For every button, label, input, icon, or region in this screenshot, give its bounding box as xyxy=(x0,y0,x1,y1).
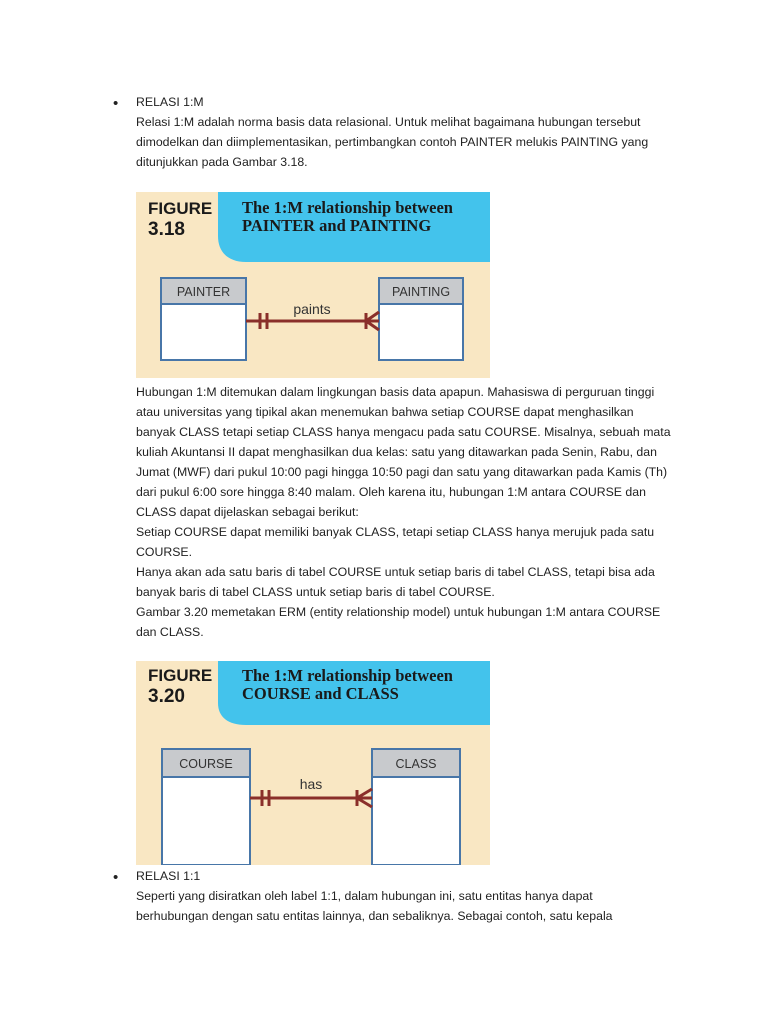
bullet-relasi-1m: • xyxy=(113,95,119,112)
entity-course xyxy=(162,749,250,865)
paragraph-line: Hubungan 1:M ditemukan dalam lingkungan basis data apapun. Mahasiswa di perguruan tinggi xyxy=(136,385,655,399)
section-heading: RELASI 1:M xyxy=(136,95,204,109)
entity-class xyxy=(372,749,460,865)
figure-number: 3.20 xyxy=(148,686,185,707)
figure-caption-line2: COURSE and CLASS xyxy=(242,684,399,703)
paragraph-line: Jumat (MWF) dari pukul 10:00 pagi hingga 10:50 pagi dan satu yang ditawarkan pada Kamis (Th) xyxy=(136,465,668,479)
bullet-relasi-11: • xyxy=(113,869,119,886)
figure-3-20-diagram xyxy=(136,661,490,865)
figure-caption-line1: The 1:M relationship between xyxy=(242,198,453,217)
entity-name-class: CLASS xyxy=(395,757,437,771)
figure-3-18-diagram xyxy=(136,192,490,378)
paragraph-line: dan CLASS. xyxy=(136,625,204,639)
relationship-label: has xyxy=(299,776,323,792)
figure-caption-line1: The 1:M relationship between xyxy=(242,666,453,685)
paragraph-line: COURSE. xyxy=(136,545,193,559)
paragraph-line: ditunjukkan pada Gambar 3.18. xyxy=(136,155,308,169)
figure-label: FIGURE xyxy=(148,666,213,685)
relationship-label: paints xyxy=(293,301,331,317)
entity-name-course: COURSE xyxy=(179,757,233,771)
entity-painting xyxy=(379,278,463,360)
paragraph-line: Seperti yang disiratkan oleh label 1:1, dalam hubungan ini, satu entitas hanya dapat xyxy=(136,889,593,903)
figure-3-18 xyxy=(136,192,490,378)
section-relasi-1m-intro xyxy=(136,92,696,172)
paragraph-line: dimodelkan dan diimplementasikan, pertimbangkan contoh PAINTER melukis PAINTING yang xyxy=(136,135,649,149)
paragraph-line: banyak CLASS tetapi setiap CLASS hanya mengacu pada satu COURSE. Misalnya, sebuah mata xyxy=(136,425,671,439)
section-relasi-1m-body xyxy=(136,382,696,642)
figure-3-20 xyxy=(136,661,490,865)
section-heading: RELASI 1:1 xyxy=(136,869,201,883)
entity-name-painting: PAINTING xyxy=(391,285,451,299)
entity-painter xyxy=(161,278,246,360)
paragraph-line: atau universitas yang tipikal akan menemukan bahwa setiap COURSE dapat menghasilkan xyxy=(136,405,634,419)
paragraph-line: dari pukul 6:00 sore hingga 8:40 malam. Oleh karena itu, hubungan 1:M antara COURSE dan xyxy=(136,485,646,499)
paragraph-line: CLASS dapat dijelaskan sebagai berikut: xyxy=(136,505,359,519)
figure-caption-line2: PAINTER and PAINTING xyxy=(242,216,432,235)
paragraph-line: Setiap COURSE dapat memiliki banyak CLASS, tetapi setiap CLASS hanya merujuk pada satu xyxy=(136,525,655,539)
section-relasi-11 xyxy=(136,866,696,926)
entity-name-painter: PAINTER xyxy=(176,285,231,299)
paragraph-line: Hanya akan ada satu baris di tabel COURSE untuk setiap baris di tabel CLASS, tetapi bisa ada xyxy=(136,565,655,579)
paragraph-line: berhubungan dengan satu entitas lainnya, dan sebaliknya. Sebagai contoh, satu kepala xyxy=(136,909,613,923)
figure-number: 3.18 xyxy=(148,219,185,240)
paragraph-line: Relasi 1:M adalah norma basis data relasional. Untuk melihat bagaimana hubungan tersebut xyxy=(136,115,641,129)
figure-label: FIGURE xyxy=(148,199,213,218)
paragraph-line: banyak baris di tabel CLASS untuk setiap baris di tabel COURSE. xyxy=(136,585,495,599)
paragraph-line: kuliah Akuntansi II dapat menghasilkan dua kelas: satu yang ditawarkan pada Senin, Rabu, dan xyxy=(136,445,657,459)
paragraph-line: Gambar 3.20 memetakan ERM (entity relationship model) untuk hubungan 1:M antara COURSE xyxy=(136,605,661,619)
